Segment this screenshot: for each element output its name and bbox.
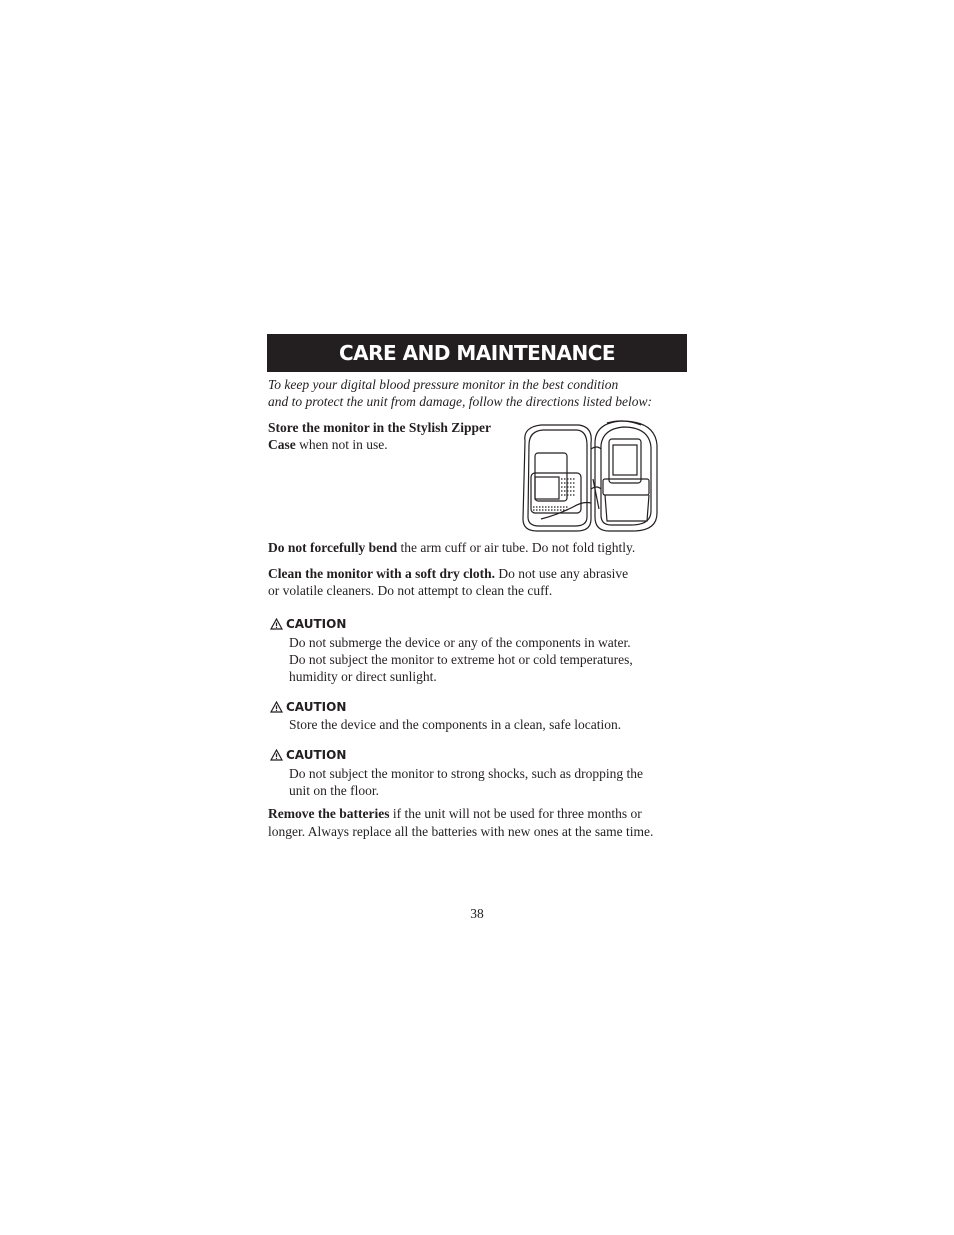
warning-triangle-icon — [270, 749, 283, 761]
warning-triangle-icon — [270, 701, 283, 713]
caution-heading: CAUTION — [270, 699, 346, 715]
caution-heading: CAUTION — [270, 747, 346, 763]
caution-heading: CAUTION — [270, 616, 346, 632]
batteries-instruction: Remove the batteries if the unit will not be used for three months or longer. Always replace all the batteries with new ones at the same time. — [268, 806, 654, 839]
bend-instruction: Do not forcefully bend the arm cuff or air tube. Do not fold tightly. — [268, 540, 636, 555]
warning-triangle-icon — [270, 618, 283, 630]
clean-instruction: Clean the monitor with a soft dry cloth. Do not use any abrasive or volatile cleaners. Do not attempt to clean the cuff. — [268, 566, 629, 598]
store-instruction: Store the monitor in the Stylish Zipper Case when not in use. — [268, 420, 492, 452]
zipper-case-illustration — [517, 419, 662, 535]
intro-text: To keep your digital blood pressure monitor in the best condition and to protect the unit from damage, follow the directions listed below: — [268, 377, 652, 409]
caution-text: Store the device and the components in a clean, safe location. — [289, 717, 622, 732]
section-title: CARE AND MAINTENANCE — [267, 334, 687, 372]
page-number: 38 — [470, 906, 484, 921]
caution-text: Do not subject the monitor to strong shocks, such as dropping the unit on the floor. — [289, 766, 643, 798]
caution-text: Do not submerge the device or any of the components in water. Do not subject the monitor to extreme hot or cold temperatures, humidity or direct sunlight. — [289, 635, 633, 684]
